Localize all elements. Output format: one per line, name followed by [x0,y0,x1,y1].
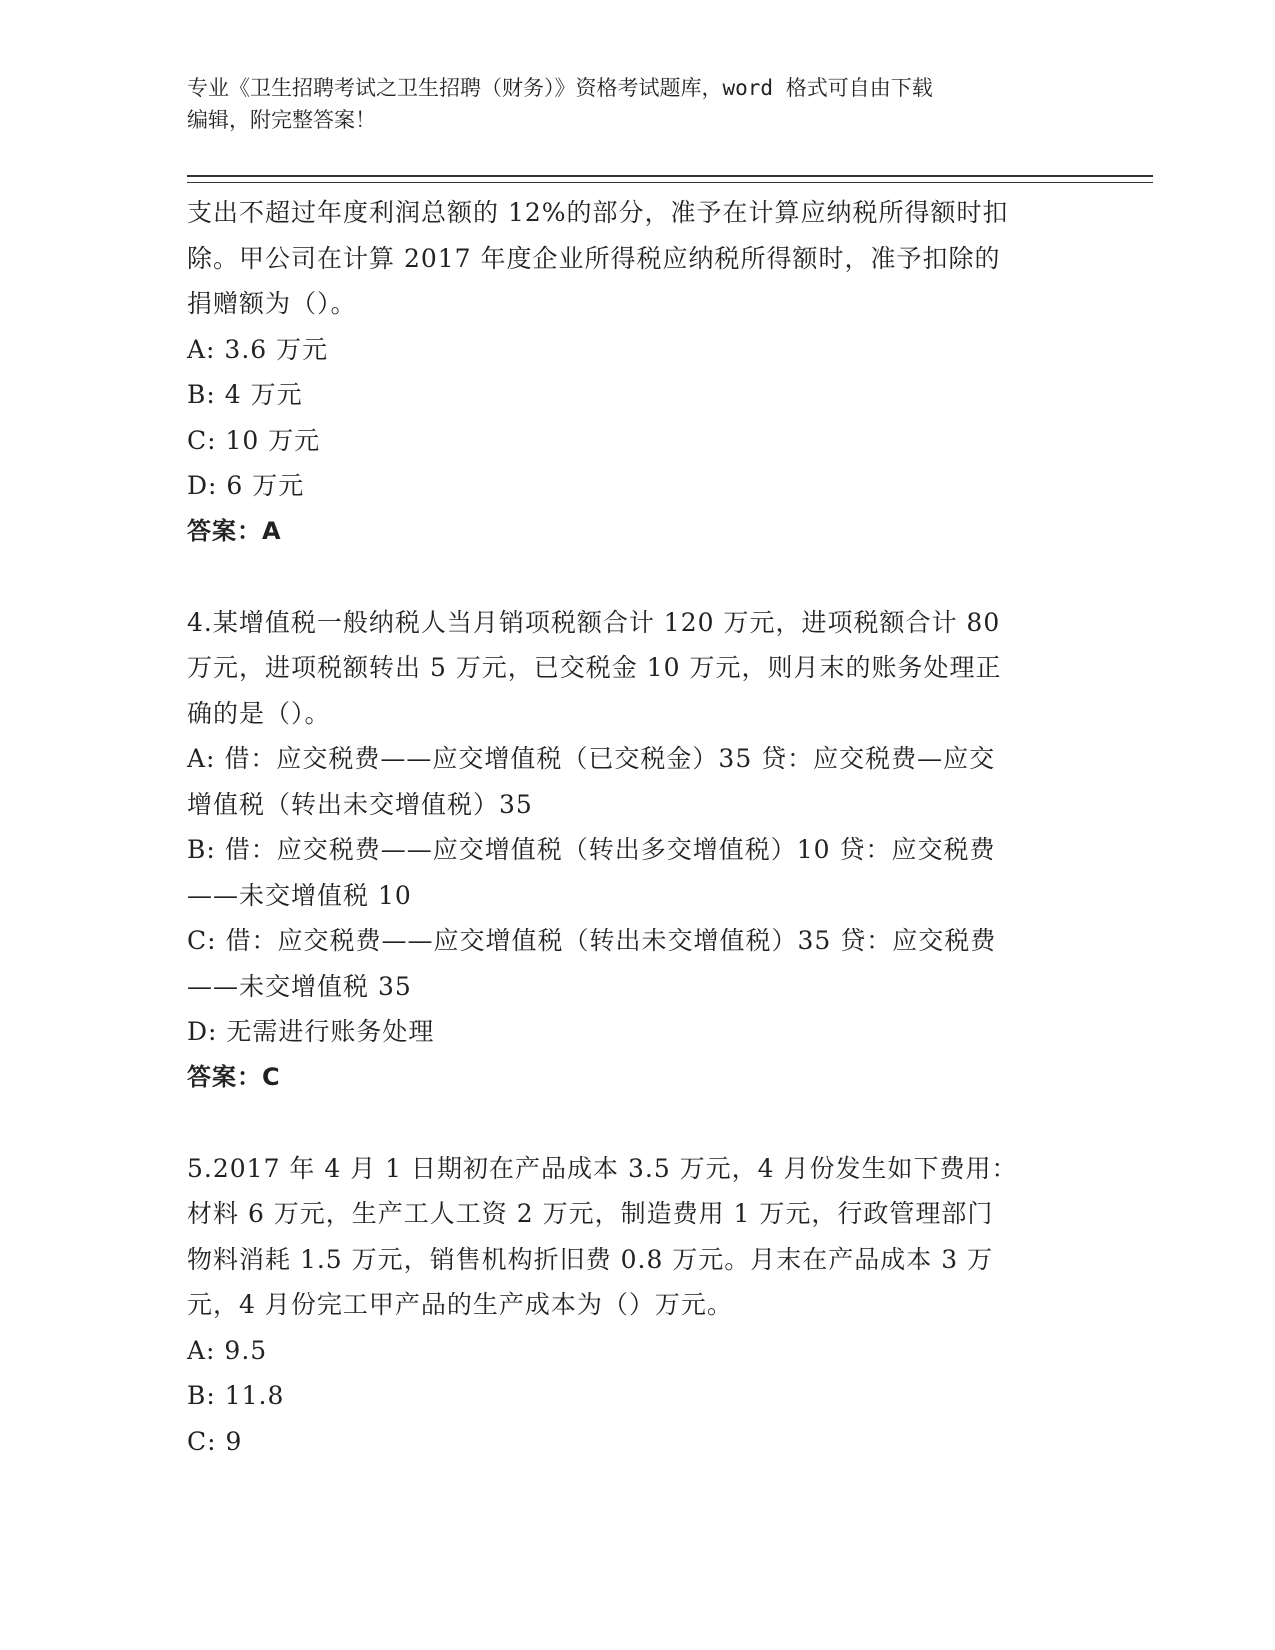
question-3-stem-line: 支出不超过年度利润总额的 12%的部分，准予在计算应纳税所得额时扣 [187,198,1009,227]
header-line-2: 编辑，附完整答案！ [187,108,376,132]
question-4-option-a: A: 借：应交税费——应交增值税（已交税金）35 贷：应交税费—应交 [187,744,996,773]
question-4-stem-line: 确的是（）。 [187,698,331,728]
spacer [187,554,1077,600]
question-3-option-d: D: 6 万元 [187,471,305,500]
question-4-option-b: B: 借：应交税费——应交增值税（转出多交增值税）10 贷：应交税费 [187,835,996,864]
page-header [187,72,1087,136]
question-5-option-c: C: 9 [187,1426,243,1456]
question-4-option-c: C: 借：应交税费——应交增值税（转出未交增值税）35 贷：应交税费 [187,926,997,955]
question-4-answer: 答案：C [187,1062,281,1091]
question-3-option-b: B: 4 万元 [187,380,303,409]
header-divider-thin [187,182,1153,183]
question-content [187,190,1077,1464]
question-3-stem-line: 除。甲公司在计算 2017 年度企业所得税应纳税所得额时，准予扣除的 [187,243,1001,273]
question-5 [187,1146,1077,1465]
question-3-option-a: A: 3.6 万元 [187,334,329,364]
question-5-stem-line: 5.2017 年 4 月 1 日期初在产品成本 3.5 万元，4 月份发生如下费用： [187,1153,1018,1183]
question-3-answer: 答案：A [187,516,282,545]
question-3 [187,190,1077,554]
header-divider [187,175,1153,177]
question-4 [187,600,1077,1101]
question-4-stem-line: 4.某增值税一般纳税人当月销项税额合计 120 万元，进项税额合计 80 [187,607,1001,637]
question-4-option-b-cont: ——未交增值税 10 [187,880,412,910]
question-3-stem-line: 捐赠额为（）。 [187,289,357,318]
question-4-stem-line: 万元，进项税额转出 5 万元，已交税金 10 万元，则月末的账务处理正 [187,653,1002,682]
question-5-stem-line: 元，4 月份完工甲产品的生产成本为（）万元。 [187,1290,733,1319]
question-5-option-b: B: 11.8 [187,1381,285,1410]
question-5-stem-line: 材料 6 万元，生产工人工资 2 万元，制造费用 1 万元，行政管理部门 [187,1199,994,1228]
question-4-option-a-cont: 增值税（转出未交增值税）35 [187,789,533,819]
question-4-option-d: D: 无需进行账务处理 [187,1017,435,1046]
question-4-option-c-cont: ——未交增值税 35 [187,971,412,1001]
header-line-1: 专业《卫生招聘考试之卫生招聘（财务）》资格考试题库，word 格式可自由下载 [187,76,933,100]
question-5-option-a: A: 9.5 [187,1335,268,1365]
question-3-option-c: C: 10 万元 [187,425,321,455]
question-5-stem-line: 物料消耗 1.5 万元，销售机构折旧费 0.8 万元。月末在产品成本 3 万 [187,1244,994,1274]
spacer [187,1100,1077,1146]
